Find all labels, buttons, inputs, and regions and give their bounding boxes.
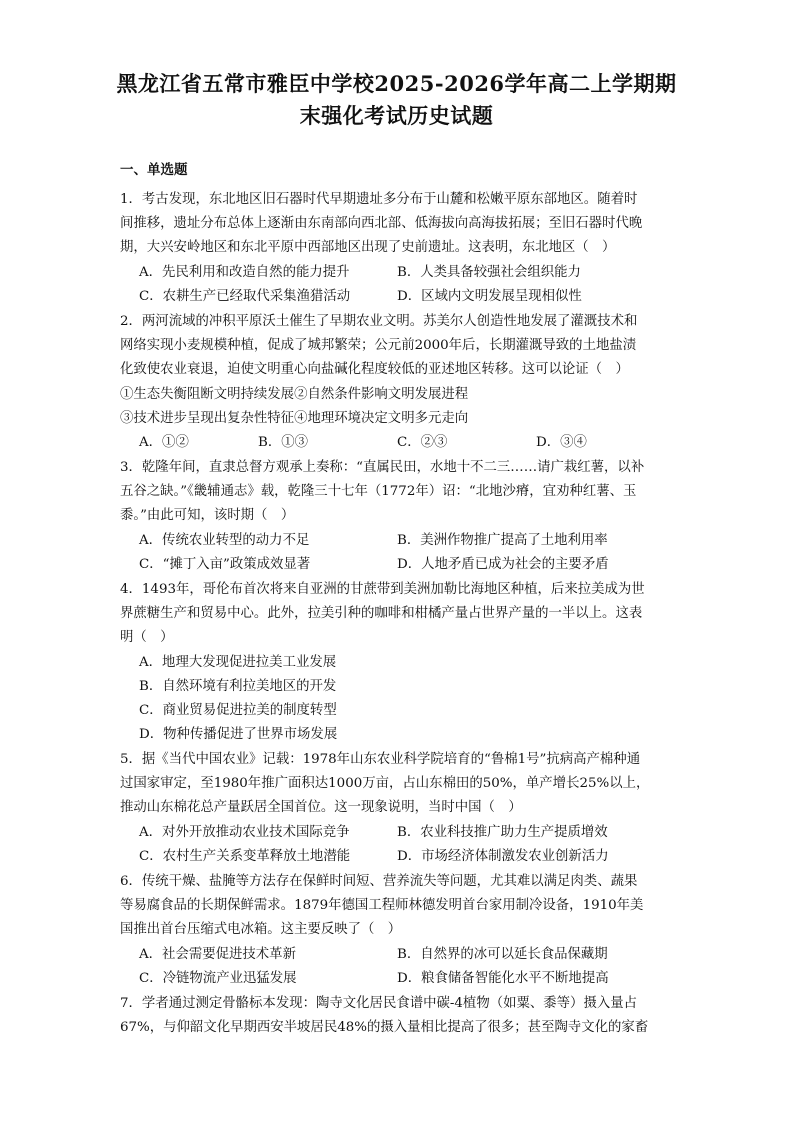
question-6-line: 6．传统干燥、盐腌等方法存在保鲜时间短、营养流失等问题，尤其难以满足肉类、蔬果 bbox=[120, 874, 638, 889]
question-2-statement: ③技术进步呈现出复杂性特征④地理环境决定文明多元走向 bbox=[120, 411, 469, 426]
question-4-line: 界蔗糖生产和贸易中心。此外，拉美引种的咖啡和柑橘产量占世界产量的一半以上。这表 bbox=[120, 606, 643, 621]
question-6-line: 国推出首台压缩式电冰箱。这主要反映了（ ） bbox=[120, 922, 402, 937]
question-2-option-a: A．①② bbox=[139, 435, 189, 450]
question-5-line: 推动山东棉花总产量跃居全国首位。这一现象说明，当时中国（ ） bbox=[120, 800, 522, 815]
question-4-line: 明（ ） bbox=[120, 630, 174, 645]
question-3-option-b: B．美洲作物推广提高了土地利用率 bbox=[397, 533, 608, 548]
question-4-line: 4．1493年，哥伦布首次将来自亚洲的甘蔗带到美洲加勒比海地区种植，后来拉美成为世 bbox=[120, 582, 645, 597]
question-6-option-c: C．冷链物流产业迅猛发展 bbox=[139, 971, 297, 986]
exam-title-line1: 黑龙江省五常市雅臣中学校2025-2026学年高二上学期期 bbox=[116, 71, 677, 96]
question-5-option-a: A．对外开放推动农业技术国际竞争 bbox=[139, 825, 350, 840]
question-2-option-d: D．③④ bbox=[536, 435, 587, 450]
question-4-option-c: C．商业贸易促进拉美的制度转型 bbox=[139, 703, 337, 718]
question-3-option-c: C．“摊丁入亩”政策成效显著 bbox=[139, 557, 311, 572]
question-6-option-b: B．自然界的冰可以延长食品保藏期 bbox=[397, 947, 608, 962]
question-2-line: 化致使农业衰退，迫使文明重心向盐碱化程度较低的亚述地区转移。这可以论证（ ） bbox=[120, 362, 629, 377]
question-4-option-a: A．地理大发现促进拉美工业发展 bbox=[139, 655, 337, 670]
question-1-option-d: D．区域内文明发展呈现相似性 bbox=[397, 289, 582, 304]
question-1-option-c: C．农耕生产已经取代采集渔猎活动 bbox=[139, 289, 351, 304]
question-1-line: 间推移，遗址分布总体上逐渐由东南部向西北部、低海拔向高海拔拓展；至旧石器时代晚 bbox=[120, 216, 643, 231]
question-1-line: 1．考古发现，东北地区旧石器时代早期遗址多分布于山麓和松嫩平原东部地区。随着时 bbox=[120, 192, 638, 207]
question-5-line: 5．据《当代中国农业》记载：1978年山东农业科学院培育的“鲁棉1号”抗病高产棉种通 bbox=[120, 752, 641, 767]
question-3-line: 五谷之缺。”《畿辅通志》载，乾隆三十七年（1772年）诏：“北地沙瘠，宜劝种红薯、玉 bbox=[120, 484, 637, 499]
question-6-line: 等易腐食品的长期保鲜需求。1879年德国工程师林德发明首台家用制冷设备，1910年美 bbox=[120, 898, 644, 913]
question-3-option-d: D．人地矛盾已成为社会的主要矛盾 bbox=[397, 557, 609, 572]
question-1-option-a: A．先民利用和改造自然的能力提升 bbox=[139, 265, 350, 280]
question-7-line: 7．学者通过测定骨骼标本发现：陶寺文化居民食谱中碳-4植物（如粟、黍等）摄入量占 bbox=[120, 996, 638, 1011]
question-6-option-a: A．社会需要促进技术革新 bbox=[139, 947, 296, 962]
question-5-line: 过国家审定，至1980年推广面积达1000万亩，占山东棉田的50%，单产增长25%以上， bbox=[120, 776, 650, 791]
question-2-option-b: B．①③ bbox=[258, 435, 309, 450]
question-2-option-c: C．②③ bbox=[397, 435, 448, 450]
question-3-line: 3．乾隆年间，直隶总督方观承上奏称：“直属民田，水地十不二三……请广栽红薯，以补 bbox=[120, 460, 645, 475]
section-heading: 一、单选题 bbox=[120, 162, 188, 178]
question-7-line: 67%，与仰韶文化早期西安半坡居民48%的摄入量相比提高了很多；甚至陶寺文化的家畜 bbox=[120, 1020, 649, 1035]
question-4-option-b: B．自然环境有利拉美地区的开发 bbox=[139, 679, 337, 694]
question-6-option-d: D．粮食储备智能化水平不断地提高 bbox=[397, 971, 609, 986]
question-5-option-c: C．农村生产关系变革释放土地潜能 bbox=[139, 849, 351, 864]
question-1-line: 期，大兴安岭地区和东北平原中西部地区出现了史前遗址。这表明，东北地区（ ） bbox=[120, 240, 616, 255]
question-1-option-b: B．人类具备较强社会组织能力 bbox=[397, 265, 581, 280]
question-2-statement: ①生态失衡阻断文明持续发展②自然条件影响文明发展进程 bbox=[120, 387, 469, 402]
question-2-line: 网络实现小麦规模种植，促成了城邦繁荣；公元前2000年后，长期灌溉导致的土地盐渍 bbox=[120, 338, 637, 353]
question-3-line: 黍。”由此可知，该时期（ ） bbox=[120, 508, 295, 523]
question-4-option-d: D．物种传播促进了世界市场发展 bbox=[139, 727, 338, 742]
question-5-option-b: B．农业科技推广助力生产提质增效 bbox=[397, 825, 608, 840]
question-2-line: 2．两河流域的冲积平原沃土催生了早期农业文明。苏美尔人创造性地发展了灌溉技术和 bbox=[120, 314, 638, 329]
question-5-option-d: D．市场经济体制激发农业创新活力 bbox=[397, 849, 609, 864]
question-3-option-a: A．传统农业转型的动力不足 bbox=[139, 533, 310, 548]
exam-title-line2: 末强化考试历史试题 bbox=[299, 103, 494, 128]
